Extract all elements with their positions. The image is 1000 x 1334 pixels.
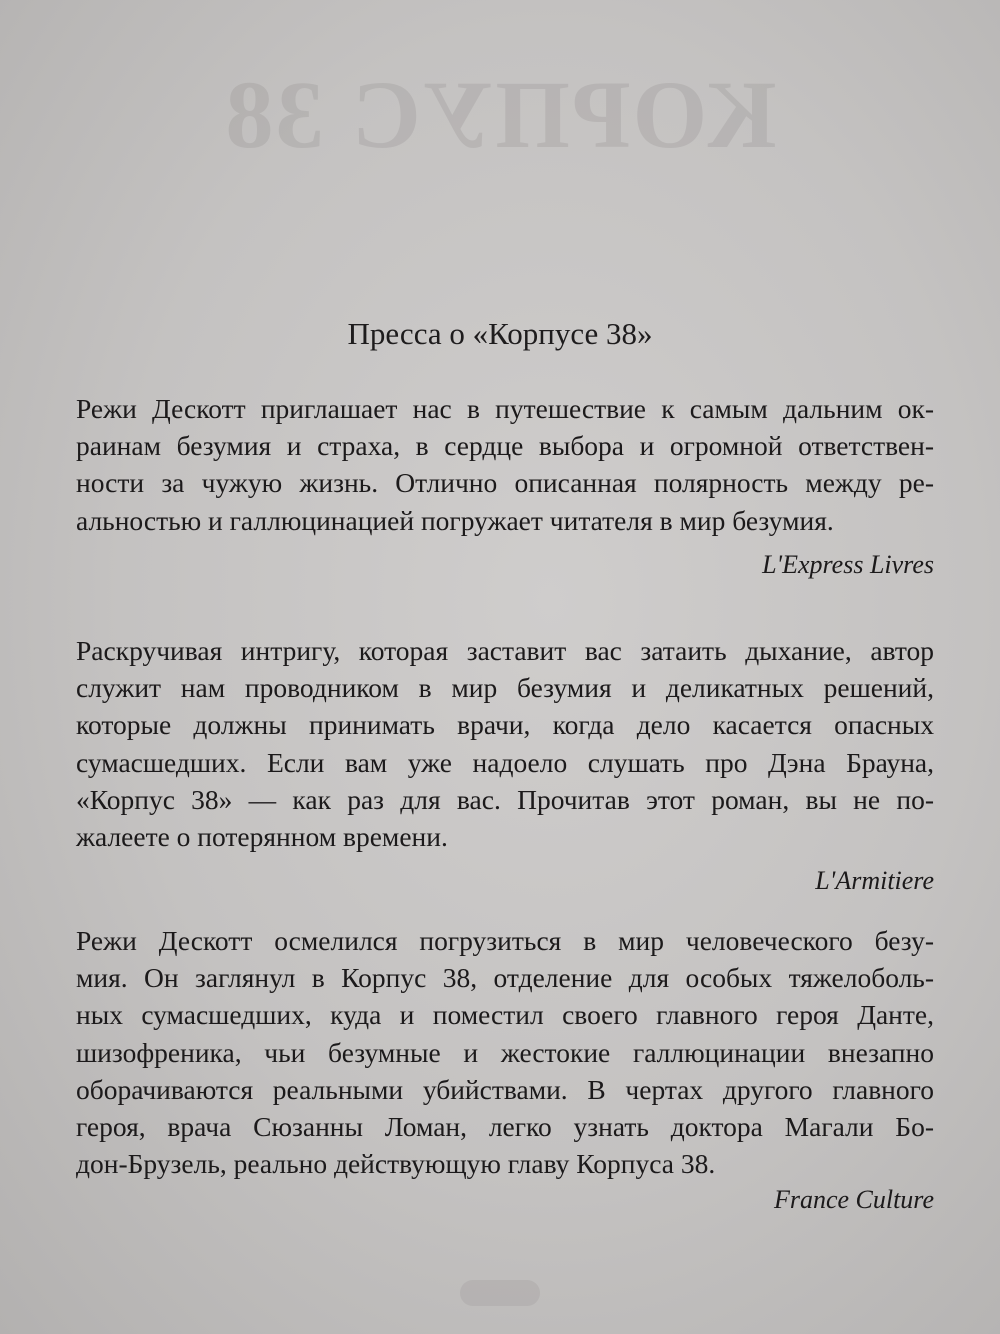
text-line: Режи Дескотт приглашает нас в путешествие к самым дальним ок- <box>76 393 934 424</box>
text-line: шизофреника, чьи безумные и жестокие галлюцинации внезапно <box>76 1036 934 1068</box>
page-title: Пресса о «Корпусе 38» <box>347 316 653 351</box>
text-line: служит нам проводником в мир безумия и деликатных решений, <box>76 672 934 704</box>
review-source: France Culture <box>773 1185 934 1215</box>
text-line: «Корпус 38» — как раз для вас. Прочитав этот роман, вы не по- <box>76 783 934 815</box>
review-block <box>76 390 934 583</box>
text-line: Режи Дескотт осмелился погрузиться в мир человеческого безу- <box>76 925 934 956</box>
review-source: L'Express Livres <box>762 549 934 579</box>
review-text <box>76 922 934 1182</box>
text-line: дон-Брузель, реально действующую главу Корпуса 38. <box>76 1148 716 1180</box>
page-number-smudge <box>460 1280 540 1306</box>
text-line: раинам безумия и страха, в сердце выбора и огромной ответствен- <box>76 430 934 462</box>
review-text <box>76 632 934 855</box>
show-through-heading: КОРПУС 38 <box>223 61 777 168</box>
text-line: ности за чужую жизнь. Отлично описанная полярность между ре- <box>76 467 934 499</box>
text-line: Раскручивая интригу, которая заставит вас затаить дыхание, автор <box>76 635 934 666</box>
review-block <box>76 632 934 899</box>
review-block <box>76 922 934 1218</box>
review-source: L'Armitiere <box>815 866 934 896</box>
review-text <box>76 390 934 539</box>
text-line: оборачиваются реальными убийствами. В чертах другого главного <box>76 1073 934 1105</box>
text-line: жалеете о потерянном времени. <box>76 821 448 853</box>
text-line: альностью и галлюцинацией погружает читателя в мир безумия. <box>76 504 834 536</box>
text-line: героя, врача Сюзанны Ломан, легко узнать доктора Магали Бо- <box>76 1111 934 1143</box>
text-line: ных сумасшедших, куда и поместил своего главного героя Данте, <box>76 999 934 1031</box>
text-line: мия. Он заглянул в Корпус 38, отделение для особых тяжелоболь- <box>76 962 934 994</box>
text-line: которые должны принимать врачи, когда дело касается опасных <box>76 709 934 741</box>
text-line: сумасшедших. Если вам уже надоело слушать про Дэна Брауна, <box>76 746 934 778</box>
